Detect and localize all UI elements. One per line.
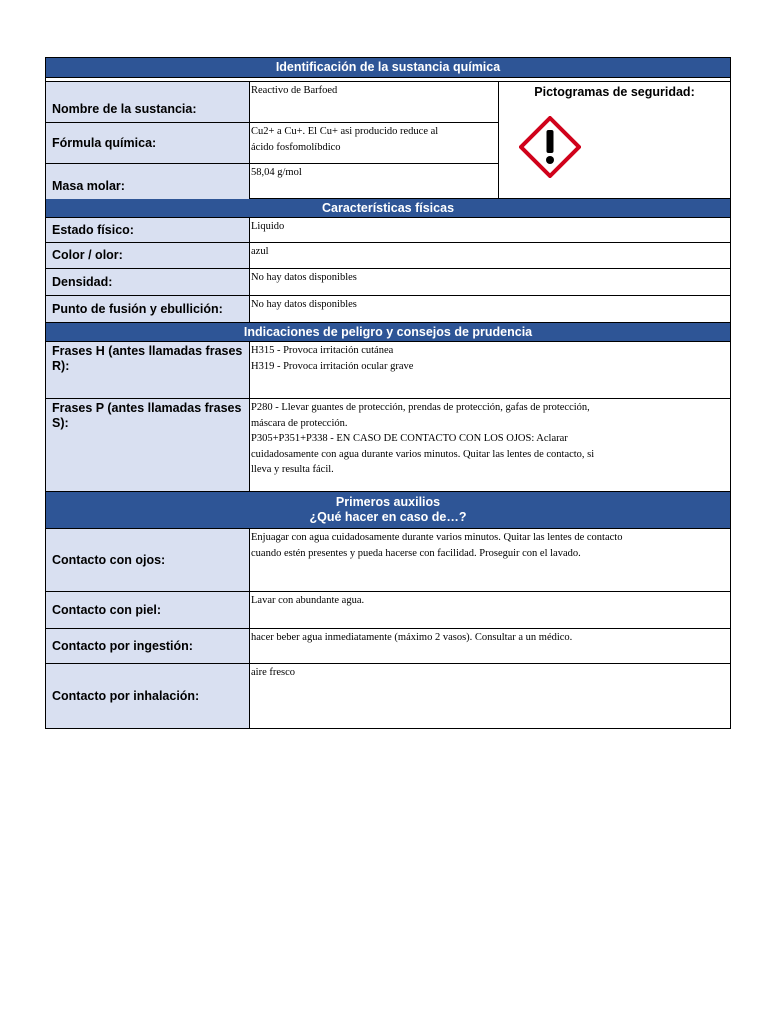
ingestion-row <box>46 629 730 664</box>
estado-label: Estado físico: <box>46 218 250 242</box>
frases-p-label: Frases P (antes llamadas frases S): <box>46 399 250 491</box>
piel-row <box>46 592 730 629</box>
frases-p-row <box>46 399 730 492</box>
ojos-row <box>46 529 730 592</box>
punto-label: Punto de fusión y ebullición: <box>46 296 250 322</box>
identificacion-header <box>46 58 730 78</box>
masa-label: Masa molar: <box>46 164 250 199</box>
color-value: azul <box>251 246 269 257</box>
ingestion-value: hacer beber agua inmediatamente (máximo 2 vasos). Consultar a un médico. <box>251 632 573 643</box>
piel-label: Contacto con piel: <box>46 592 250 628</box>
exclamation-mark-hazard-icon <box>519 116 581 178</box>
auxilios-header-line1: Primeros auxilios <box>335 495 441 509</box>
peligro-header-text: Indicaciones de peligro y consejos de prudencia <box>243 324 533 339</box>
inhalacion-value: aire fresco <box>251 667 296 678</box>
frases-h-value: H315 - Provoca irritación cutánea H319 - Provoca irritación ocular grave <box>251 345 414 372</box>
fisicas-header-text: Características físicas <box>321 200 455 215</box>
formula-row <box>46 123 498 164</box>
ojos-value: Enjuagar con agua cuidadosamente durante varios minutos. Quitar las lentes de contacto cuando estén presentes y pueda hacerse con facilidad. Proseguir con el lavado. <box>251 532 623 559</box>
ingestion-label: Contacto por ingestión: <box>46 629 250 663</box>
masa-value: 58,04 g/mol <box>251 167 302 178</box>
formula-value: Cu2+ a Cu+. El Cu+ asi producido reduce al ácido fosfomolíbdico <box>251 126 439 153</box>
densidad-value: No hay datos disponibles <box>251 272 357 283</box>
punto-row <box>46 296 730 323</box>
piel-value: Lavar con abundante agua. <box>251 595 365 606</box>
frases-h-label: Frases H (antes llamadas frases R): <box>46 342 250 398</box>
pictogramas-cell <box>499 82 730 198</box>
ojos-label: Contacto con ojos: <box>46 529 250 591</box>
inhalacion-row <box>46 664 730 728</box>
nombre-value: Reactivo de Barfoed <box>251 85 338 96</box>
color-label: Color / olor: <box>46 243 250 268</box>
auxilios-header <box>46 492 730 529</box>
punto-value: No hay datos disponibles <box>251 299 357 310</box>
frases-p-value: P280 - Llevar guantes de protección, prendas de protección, gafas de protección, máscara de protección. P305+P351+P338 - EN CASO DE CONTACTO CON LOS OJOS: Aclarar cuidadosamente con agua durante varios minutos. Quitar las lentes de contacto, si lleva y resulta fácil. <box>251 402 595 475</box>
formula-label: Fórmula química: <box>46 123 250 163</box>
pictogramas-label: Pictogramas de seguridad: <box>534 85 695 99</box>
identificacion-fields <box>46 82 499 198</box>
frases-h-row <box>46 342 730 399</box>
color-row <box>46 243 730 269</box>
auxilios-header-line2: ¿Qué hacer en caso de…? <box>309 510 467 524</box>
estado-row <box>46 218 730 243</box>
estado-value: Liquido <box>251 221 285 232</box>
identificacion-section <box>46 82 730 199</box>
fisicas-header <box>46 199 730 218</box>
inhalacion-label: Contacto por inhalación: <box>46 664 250 728</box>
safety-data-sheet <box>45 57 731 729</box>
densidad-label: Densidad: <box>46 269 250 295</box>
identificacion-header-text: Identificación de la sustancia química <box>275 60 501 74</box>
masa-row <box>46 164 498 199</box>
nombre-label: Nombre de la sustancia: <box>46 82 250 122</box>
peligro-header <box>46 323 730 342</box>
densidad-row <box>46 269 730 296</box>
nombre-row <box>46 82 498 123</box>
